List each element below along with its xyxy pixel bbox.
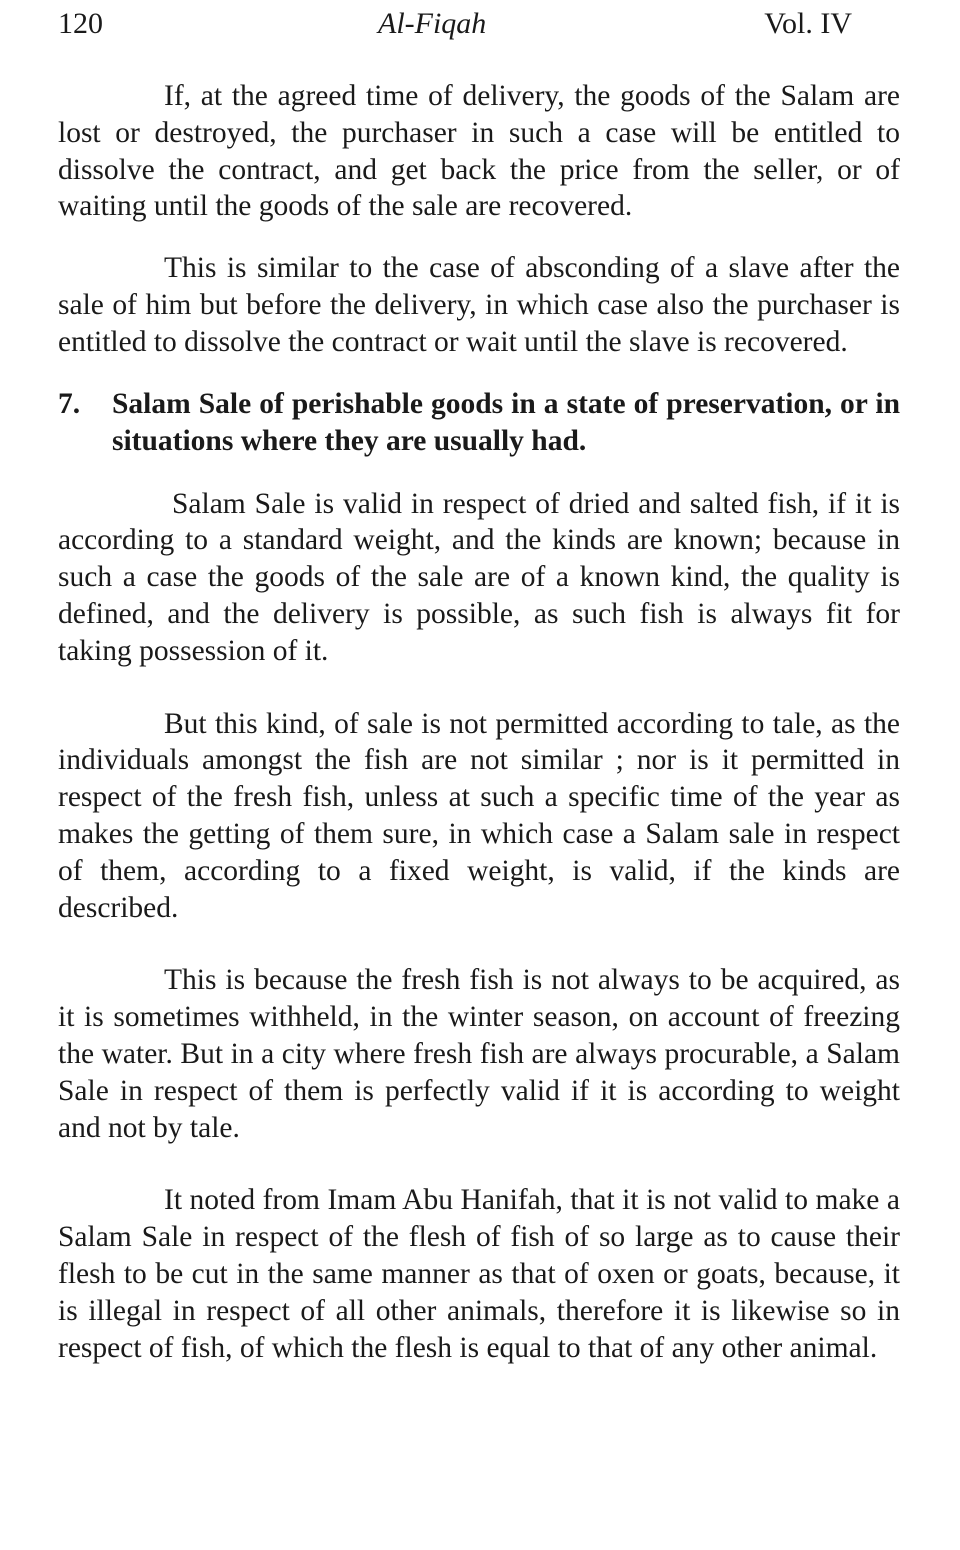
paragraph: This is because the fresh fish is not always to be acquired, as it is sometimes withheld, in the winter season, on account of freezing the water. But in a city where fresh fish are always procurable, a Salam Sale in respect of them is perfectly valid if it is according to weight and not by tale. xyxy=(58,964,900,1144)
section-number: 7. xyxy=(58,387,81,420)
page-body xyxy=(58,78,900,1366)
page-header xyxy=(58,4,852,44)
volume-label: Vol. IV xyxy=(764,7,852,40)
section-title: Salam Sale of perishable goods in a state of preservation, or in situations where they are usually had. xyxy=(112,387,900,458)
book-title: Al-Fiqah xyxy=(378,7,487,40)
paragraph: Salam Sale is valid in respect of dried and salted fish, if it is according to a standard weight, and the kinds are known; because in such a case the goods of the sale are of a known kind, the quality is defined, and the delivery is possible, as such fish is always fit for taking possession of it. xyxy=(58,487,900,667)
paragraph: It noted from Imam Abu Hanifah, that it is not valid to make a Salam Sale in respect of the flesh of fish of so large as to cause their flesh to be cut in the same manner as that of oxen or goats, because, it is illegal in respect of all other animals, therefore it is likewise so in respect of fish, of which the flesh is equal to that of any other animal. xyxy=(58,1184,900,1364)
paragraph: This is similar to the case of absconding of a slave after the sale of him but before the delivery, in which case also the purchaser is entitled to dissolve the contract or wait until the slave is recovered. xyxy=(58,252,900,358)
page-number: 120 xyxy=(58,7,103,40)
paragraph: If, at the agreed time of delivery, the goods of the Salam are lost or destroyed, the purchaser in such a case will be entitled to dissolve the contract, and get back the price from the seller, or of waiting until the goods of the sale are recovered. xyxy=(58,80,900,223)
section-heading xyxy=(58,386,900,461)
paragraph: But this kind, of sale is not permitted according to tale, as the individuals amongst the fish are not similar ; nor is it permitted in respect of the fresh fish, unless at such a specific time of the year as makes the getting of them sure, in which case a Salam sale in respect of them, according to a fixed weight, is valid, if the kinds are described. xyxy=(58,707,900,924)
